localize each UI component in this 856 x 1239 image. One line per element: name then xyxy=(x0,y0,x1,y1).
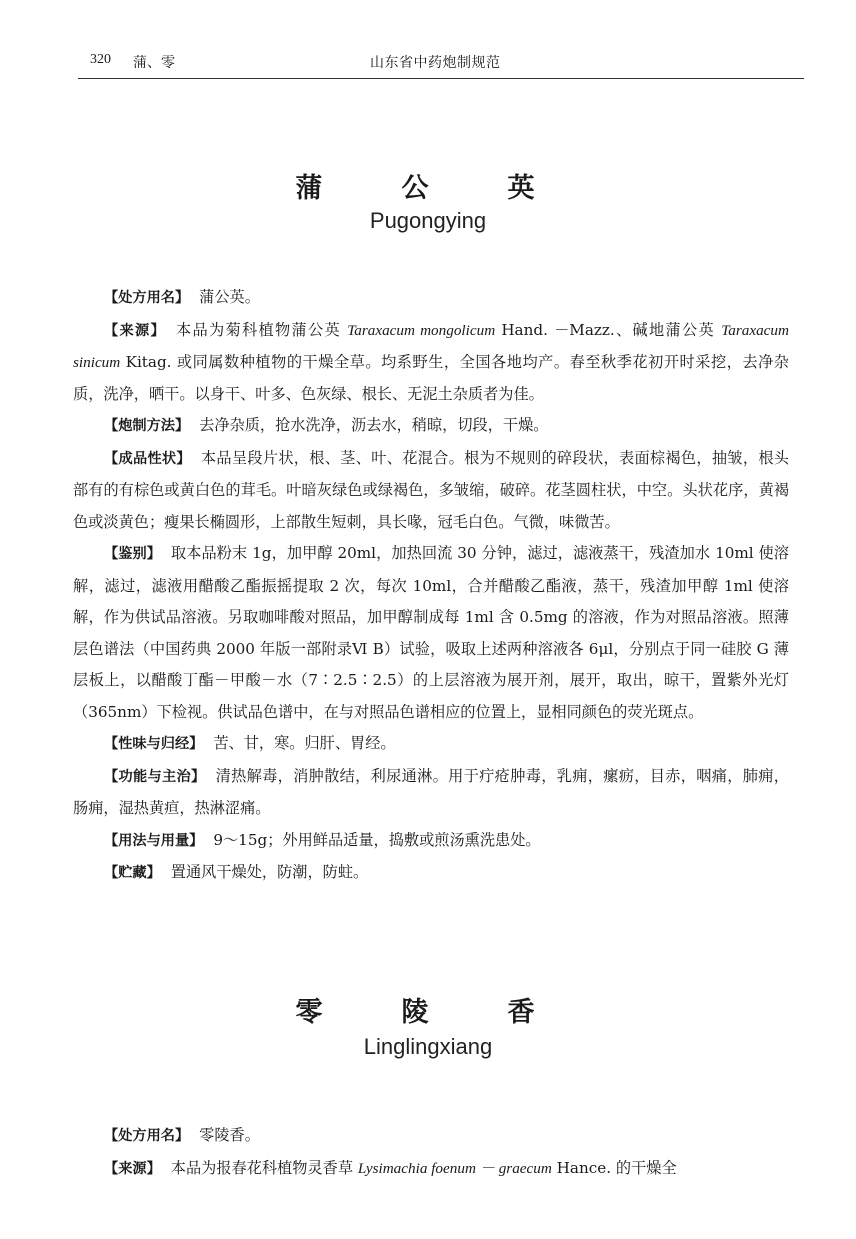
header-left-text: 蒲、零 xyxy=(133,55,175,71)
latin-name: Lysimachia foenum － graecum xyxy=(357,1159,552,1177)
section-text: 置通风干燥处，防潮，防蛀。 xyxy=(170,863,369,881)
section-label: 【处方用名】 xyxy=(104,290,190,306)
section-property-meridian xyxy=(73,728,789,761)
section-label: 【处方用名】 xyxy=(104,1128,190,1144)
section-label: 【贮藏】 xyxy=(104,865,161,881)
section-text: Hance. 的干燥全 xyxy=(551,1158,677,1177)
section-label: 【成品性状】 xyxy=(104,450,191,467)
section-label: 【来源】 xyxy=(104,322,167,339)
latin-name: Taraxacum sinicum xyxy=(73,321,789,371)
section-text: 零陵香。 xyxy=(199,1126,260,1144)
section-label: 【功能与主治】 xyxy=(104,768,206,785)
page-number: 320 xyxy=(90,52,111,67)
section-label: 【炮制方法】 xyxy=(104,418,190,434)
section-text: 清热解毒，消肿散结，利尿通淋。用于疔疮肿毒，乳痈，瘰疬，目赤，咽痛，肺痈，肠痈，湿热黄疸，热淋涩痛。 xyxy=(73,766,789,817)
section-text: 苦、甘，寒。归肝、胃经。 xyxy=(213,734,396,752)
section-source xyxy=(73,1153,789,1186)
section-function-indication xyxy=(73,761,789,825)
latin-name: Taraxacum mongolicum xyxy=(347,321,496,339)
entry-pinyin: Pugongying xyxy=(369,208,487,233)
entry-title: 零 陵 香 xyxy=(295,997,561,1028)
section-characteristics xyxy=(73,443,789,539)
entry-pinyin: Linglingxiang xyxy=(363,1034,493,1059)
section-text: 去净杂质，抢水洗净，沥去水，稍晾，切段，干燥。 xyxy=(199,416,549,434)
section-text: Kitag. 或同属数种植物的干燥全草。均系野生，全国各地均产。春至秋季花初开时采挖，去净杂质，洗净，晒干。以身干、叶多、色灰绿、根长、无泥土杂质者为佳。 xyxy=(73,353,789,403)
section-text: 9～15g；外用鲜品适量，捣敷或煎汤熏洗患处。 xyxy=(213,830,541,849)
section-dosage xyxy=(73,825,789,858)
section-text: Hand. －Mazz.、碱地蒲公英 xyxy=(495,320,722,339)
section-text: 本品为报春花科植物灵香草 xyxy=(170,1158,358,1177)
running-header xyxy=(78,50,804,79)
section-source xyxy=(73,315,789,411)
entry-body xyxy=(73,1120,789,1185)
section-label: 【来源】 xyxy=(104,1160,161,1177)
entry-body xyxy=(73,282,789,890)
section-text: 取本品粉末 1g，加甲醇 20ml，加热回流 30 分钟，滤过，滤液蒸干，残渣加水 10ml 使溶解，滤过，滤液用醋酸乙酯振摇提取 2 次，每次 10ml，合并醋酸乙酯液，蒸干，残渣加甲醇 1ml 使溶解，作为供试品溶液。另取咖啡酸对照品，加甲醇制成每 1ml 含 0.5mg 的溶液，作为对照品溶液。照薄层色谱法（中国药典 2000 年版一部附录Ⅵ B）试验，吸取上述两种溶液各 6μl，分别点于同一硅胶 G 薄层板上，以醋酸丁酯－甲酸－水（7∶2.5∶2.5）的上层溶液为展开剂，展开，取出，晾干，置紫外光灯（365nm）下检视。供试品色谱中，在与对照品色谱相应的位置上，显相同颜色的荧光斑点。 xyxy=(73,544,789,721)
section-text: 本品为菊科植物蒲公英 xyxy=(176,320,348,339)
section-label: 【性味与归经】 xyxy=(104,736,204,752)
section-identification xyxy=(73,538,789,728)
section-text: 蒲公英。 xyxy=(199,288,260,306)
section-storage xyxy=(73,857,789,890)
section-label: 【用法与用量】 xyxy=(104,832,204,849)
section-text: 本品呈段片状，根、茎、叶、花混合。根为不规则的碎段状，表面棕褐色，抽皱，根头部有的有棕色或黄白色的茸毛。叶暗灰绿色或绿褐色，多皱缩，破碎。花茎圆柱状，中空。头状花序，黄褐色或淡黄色；瘦果长椭圆形，上部散生短刺，具长喙，冠毛白色。气微，味微苦。 xyxy=(73,448,789,531)
section-processing xyxy=(73,410,789,443)
header-book-title: 山东省中药炮制规范 xyxy=(370,55,501,71)
section-prescription-name xyxy=(73,282,789,315)
section-label: 【鉴别】 xyxy=(104,546,161,562)
section-prescription-name xyxy=(73,1120,789,1153)
entry-title: 蒲 公 英 xyxy=(295,173,561,204)
